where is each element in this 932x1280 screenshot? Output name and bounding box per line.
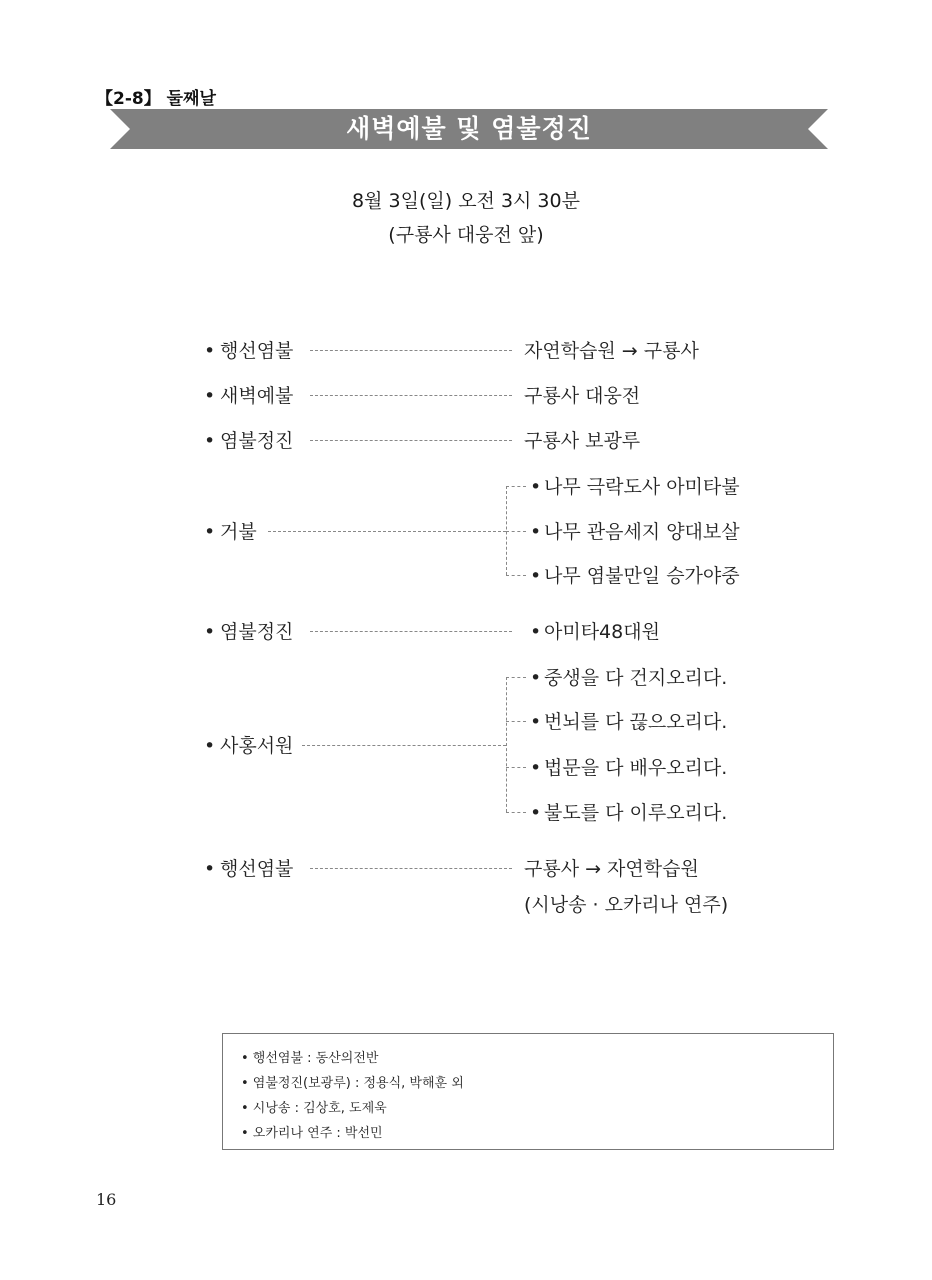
bracket-tick <box>506 486 526 487</box>
dotted-leader <box>310 868 512 869</box>
program-note: (시낭송 · 오카리나 연주) <box>524 894 729 916</box>
bullet: • <box>204 430 216 452</box>
program-label: • 염불정진 <box>204 430 294 452</box>
credit-line: • 오카리나 연주 : 박선민 <box>241 1126 383 1141</box>
page-number: 16 <box>96 1190 117 1209</box>
program-value: • 아미타48대원 <box>530 621 660 643</box>
dotted-leader <box>302 745 506 746</box>
bullet: • <box>530 667 542 689</box>
bullet: • <box>204 521 216 543</box>
schedule-date: 8월 3일(일) 오전 3시 30분 <box>352 190 580 212</box>
bullet: • <box>530 802 542 824</box>
sub-item: • 나무 극락도사 아미타불 <box>530 476 740 498</box>
program-value: 구룡사 대웅전 <box>524 385 641 407</box>
dotted-leader <box>310 350 512 351</box>
bracket-tick <box>506 767 526 768</box>
program-label: • 거불 <box>204 521 257 543</box>
sub-item: • 나무 염불만일 승가야중 <box>530 565 740 587</box>
banner-title: 새벽예불 및 염불정진 <box>346 114 592 143</box>
bullet: • <box>204 735 216 757</box>
bullet: • <box>530 757 542 779</box>
program-label: • 행선염불 <box>204 858 294 880</box>
dotted-leader <box>268 531 506 532</box>
credit-line: • 염불정진(보광루) : 정용식, 박해훈 외 <box>241 1076 464 1091</box>
program-value: 자연학습원 → 구룡사 <box>524 340 699 362</box>
title-banner <box>110 109 828 149</box>
bullet: • <box>530 711 542 733</box>
bullet: • <box>530 476 542 498</box>
dotted-leader <box>310 440 512 441</box>
bracket-tick <box>506 677 526 678</box>
bracket-line <box>506 677 507 812</box>
section-tag: 【2-8】 둘째날 <box>96 89 216 109</box>
bracket-tick <box>506 531 526 532</box>
schedule-location: (구룡사 대웅전 앞) <box>388 224 544 246</box>
dotted-leader <box>310 395 512 396</box>
bullet: • <box>204 621 216 643</box>
sub-item: • 중생을 다 건지오리다. <box>530 667 728 689</box>
bracket-tick <box>506 721 526 722</box>
bullet: • <box>204 340 216 362</box>
sub-item: • 나무 관음세지 양대보살 <box>530 521 740 543</box>
program-label: • 행선염불 <box>204 340 294 362</box>
program-value: 구룡사 보광루 <box>524 430 641 452</box>
bullet: • <box>204 858 216 880</box>
bullet: • <box>530 521 542 543</box>
program-label: • 새벽예불 <box>204 385 294 407</box>
program-value: 구룡사 → 자연학습원 <box>524 858 699 880</box>
credits-box <box>222 1033 834 1150</box>
bracket-tick <box>506 812 526 813</box>
program-label: • 사홍서원 <box>204 735 294 757</box>
credit-line: • 시낭송 : 김상호, 도제욱 <box>241 1101 387 1116</box>
bullet: • <box>530 621 542 643</box>
dotted-leader <box>310 631 512 632</box>
program-label: • 염불정진 <box>204 621 294 643</box>
credit-line: • 행선염불 : 동산의전반 <box>241 1051 379 1066</box>
sub-item: • 번뇌를 다 끊으오리다. <box>530 711 728 733</box>
sub-item: • 불도를 다 이루오리다. <box>530 802 728 824</box>
bullet: • <box>204 385 216 407</box>
bullet: • <box>530 565 542 587</box>
sub-item: • 법문을 다 배우오리다. <box>530 757 728 779</box>
bracket-tick <box>506 575 526 576</box>
